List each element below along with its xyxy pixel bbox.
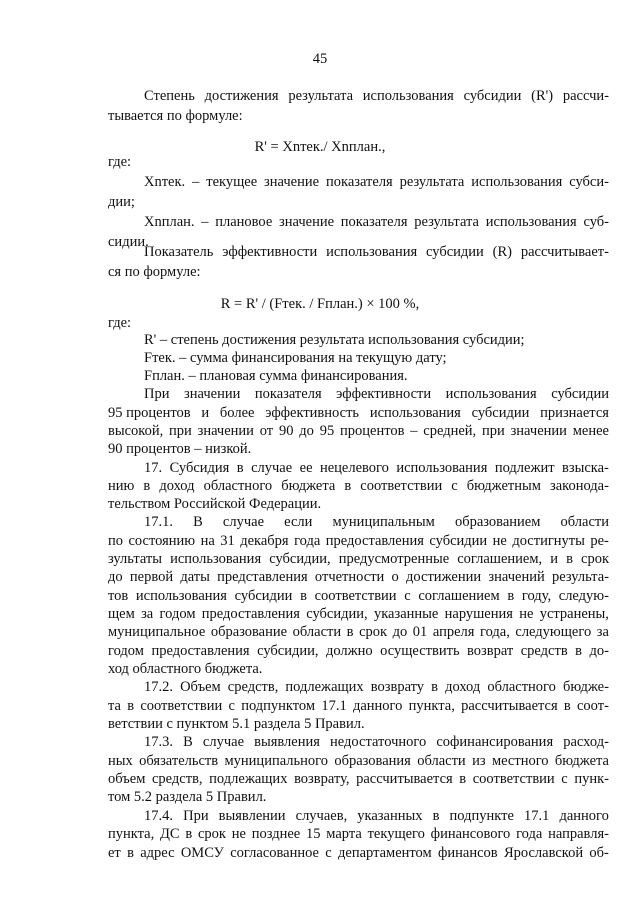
text-line <box>108 531 609 551</box>
word: софинансирования <box>436 734 554 750</box>
word: до- <box>589 643 609 659</box>
word: в <box>127 845 134 861</box>
word: и <box>550 551 558 567</box>
word: достигнуты <box>512 533 585 549</box>
word: тов <box>108 588 129 604</box>
word: субси- <box>569 174 609 190</box>
word: года, <box>479 624 510 640</box>
word: использования <box>369 405 461 421</box>
word: законода- <box>549 478 609 494</box>
word: ОМСУ <box>180 845 224 861</box>
word: за <box>141 606 154 622</box>
word: значение <box>264 174 320 190</box>
word: объем <box>108 771 146 787</box>
word: 15 <box>305 826 321 842</box>
word: результа- <box>551 569 609 585</box>
word: подпунктом <box>241 698 316 714</box>
word: возврату, <box>294 771 350 787</box>
word: значении <box>197 423 254 439</box>
word: (R) <box>492 244 512 260</box>
word: использования <box>471 174 563 190</box>
word: 17.1 <box>524 808 550 824</box>
word: субсидии, <box>257 643 319 659</box>
text-line: дии; <box>108 194 135 210</box>
text-line: ветствии с пунктом 5.1 раздела 5 Правил. <box>108 716 365 732</box>
word: марта <box>326 826 362 842</box>
word: не <box>231 826 246 842</box>
word: в <box>507 588 515 604</box>
word: Xnплан. <box>144 214 195 230</box>
text-line <box>108 843 609 863</box>
word: использования <box>485 214 577 230</box>
word: субсидии, <box>269 551 331 567</box>
word: недостаточного <box>330 734 427 750</box>
word: средств <box>520 643 568 659</box>
word: более <box>219 405 255 421</box>
word: по <box>108 533 124 549</box>
word: эффективности <box>336 386 432 402</box>
word: позднее <box>251 826 301 842</box>
text-line <box>144 86 609 106</box>
text-line: где: <box>108 154 132 170</box>
word: в <box>575 643 583 659</box>
word: средств, <box>227 679 279 695</box>
word: данного <box>559 808 609 824</box>
word: не <box>519 606 534 622</box>
word: процентов <box>339 423 405 439</box>
word: области <box>560 514 609 530</box>
word: департаментом <box>338 845 432 861</box>
text-line <box>108 696 609 716</box>
text-line <box>144 172 609 192</box>
text-line <box>144 242 609 262</box>
text-line: 90 процентов – низкой. <box>108 441 252 457</box>
word: значение <box>279 214 335 230</box>
word: области <box>292 624 342 640</box>
word: средств, <box>152 771 203 787</box>
word: результата <box>414 214 479 230</box>
word: образование <box>210 624 288 640</box>
word: если <box>284 514 313 530</box>
word: соответствии <box>360 478 443 494</box>
word: с <box>325 845 332 861</box>
text-line <box>108 549 609 569</box>
word: показателя <box>340 214 408 230</box>
word: года <box>516 826 543 842</box>
word: соглашением <box>418 588 500 604</box>
text-line <box>144 677 609 697</box>
word: с <box>561 771 568 787</box>
word: нарушения <box>444 606 513 622</box>
word: (R') <box>531 88 554 104</box>
word: использования <box>362 88 454 104</box>
word: даты <box>180 569 210 585</box>
word: подлежащих <box>209 771 288 787</box>
word: доход <box>445 679 481 695</box>
word: о <box>391 569 399 585</box>
text-line: Fтек. – сумма финансирования на текущую дату; <box>144 350 447 366</box>
word: предусмотренные <box>338 551 450 567</box>
word: областного <box>203 478 273 494</box>
word: – <box>410 423 418 439</box>
word: Xnтек. <box>144 174 186 190</box>
word: ре- <box>590 533 609 549</box>
word: в <box>431 679 438 695</box>
text-line: сидии. <box>108 234 149 250</box>
word: при <box>169 423 192 439</box>
word: соот- <box>576 698 609 714</box>
text-line <box>144 806 609 826</box>
word: предоставления <box>151 643 250 659</box>
word: зультаты <box>108 551 162 567</box>
text-line <box>144 512 609 532</box>
word: Показатель <box>144 244 214 260</box>
word: соответствии <box>472 771 555 787</box>
word: устранены, <box>539 606 609 622</box>
word: не <box>492 533 507 549</box>
word: области <box>417 753 466 769</box>
word: муниципальным <box>332 514 435 530</box>
word: срок <box>197 826 226 842</box>
word: значений <box>488 569 545 585</box>
word: результата <box>399 174 465 190</box>
word: бюджета <box>281 478 336 494</box>
word: возврату <box>370 679 425 695</box>
text-line <box>108 586 609 606</box>
word: При <box>183 808 209 824</box>
word: в <box>185 826 193 842</box>
word: данного <box>352 698 403 714</box>
word: об- <box>589 845 609 861</box>
word: ных <box>108 753 133 769</box>
word: первой <box>129 569 174 585</box>
word: и <box>201 405 210 421</box>
word: в <box>143 478 151 494</box>
word: показателя <box>325 174 393 190</box>
formula-r: R = R' / (Fтек. / Fплан.) × 100 %, <box>220 296 420 312</box>
word: рассчитывает- <box>520 244 609 260</box>
word: Ярославской <box>503 845 584 861</box>
word: случае <box>222 514 265 530</box>
word: срок <box>359 624 388 640</box>
word: случае <box>202 734 245 750</box>
word: рассчи- <box>562 88 609 104</box>
word: из <box>472 753 486 769</box>
word: согласованное <box>230 845 319 861</box>
word: образованием <box>454 514 541 530</box>
word: результата <box>288 88 354 104</box>
word: рассчитывается <box>461 698 558 714</box>
word: предоставления <box>325 533 424 549</box>
text-line <box>144 458 609 478</box>
word: ет <box>108 845 121 861</box>
text-line: том 5.2 раздела 5 Правил. <box>108 789 267 805</box>
word: выявлении <box>218 808 286 824</box>
text-line <box>144 384 609 404</box>
word: местного <box>491 753 549 769</box>
word: ее <box>299 460 313 476</box>
word: использования <box>396 460 488 476</box>
word: в <box>566 551 573 567</box>
word: бюджета <box>554 753 609 769</box>
word: годом <box>108 643 144 659</box>
word: пунк- <box>574 771 609 787</box>
word: показателя <box>254 386 322 402</box>
word: текущего <box>367 826 425 842</box>
word: Субсидия <box>169 460 230 476</box>
word: следующего <box>515 624 592 640</box>
word: субсидии <box>429 533 488 549</box>
word: бюдже- <box>562 679 609 695</box>
word: отчетности <box>314 569 385 585</box>
word: в <box>236 460 244 476</box>
word: значении <box>510 423 567 439</box>
page-number: 45 <box>312 51 328 67</box>
word: 17.4. <box>144 808 173 824</box>
word: в <box>127 698 135 714</box>
word: финансов <box>438 845 498 861</box>
word: в <box>432 808 440 824</box>
word: соответствии <box>140 698 223 714</box>
word: субсидии <box>551 386 609 402</box>
text-line <box>144 732 609 752</box>
word: плановое <box>215 214 273 230</box>
word: использования <box>326 244 418 260</box>
word: областного <box>487 679 556 695</box>
word: значении <box>184 386 241 402</box>
word: годом <box>159 606 196 622</box>
word: использования <box>445 386 537 402</box>
word: указанные <box>373 606 439 622</box>
word: 17.3. <box>144 734 173 750</box>
text-line <box>108 567 609 587</box>
word: В <box>183 734 193 750</box>
word: осуществить <box>380 643 460 659</box>
word: указанных <box>357 808 423 824</box>
word: доход <box>159 478 195 494</box>
word: в <box>300 588 307 604</box>
word: использования <box>135 588 227 604</box>
word: в <box>563 698 571 714</box>
text-line <box>108 824 609 844</box>
word: щем <box>108 606 135 622</box>
text-line <box>108 421 609 441</box>
word: предоставления <box>201 606 300 622</box>
word: пункта, <box>408 698 455 714</box>
word: – <box>192 174 200 190</box>
word: выявления <box>254 734 320 750</box>
text-line <box>108 751 609 771</box>
word: с <box>404 588 411 604</box>
formula-r-prime: R' = Xnтек./ Xnплан., <box>254 139 386 155</box>
word: с <box>228 698 235 714</box>
word: за <box>596 624 609 640</box>
word: та <box>108 698 121 714</box>
word: 95 <box>319 423 335 439</box>
word: бюджетным <box>466 478 541 494</box>
word: При <box>144 386 170 402</box>
word: 95 процентов <box>108 405 191 421</box>
word: Степень <box>144 88 195 104</box>
word: Объем <box>180 679 221 695</box>
word: эффективности <box>222 244 318 260</box>
word: субсидии <box>426 244 484 260</box>
word: обязательств <box>139 753 219 769</box>
word: 17.1 <box>321 698 347 714</box>
text-line <box>108 403 609 423</box>
word: финансового <box>430 826 511 842</box>
word: нию <box>108 478 135 494</box>
word: 17. <box>144 460 163 476</box>
word: взыска- <box>562 460 609 476</box>
word: адрес <box>140 845 175 861</box>
word: расход- <box>563 734 609 750</box>
word: субсидии <box>234 588 293 604</box>
word: в <box>346 624 354 640</box>
word: – <box>201 214 209 230</box>
word: использования <box>170 551 262 567</box>
word: направля- <box>548 826 609 842</box>
word: 01 <box>412 624 428 640</box>
text-line <box>108 641 609 661</box>
text-line <box>108 476 609 496</box>
word: с <box>451 478 458 494</box>
word: соглашением, <box>457 551 543 567</box>
text-line: Fплан. – плановая сумма финансирования. <box>144 368 408 384</box>
text-line: ся по формуле: <box>108 264 201 280</box>
text-line: тывается по формуле: <box>108 108 243 124</box>
word: достижения <box>204 88 279 104</box>
word: возврат <box>467 643 514 659</box>
word: случаев, <box>295 808 348 824</box>
word: году, <box>521 588 552 604</box>
word: муниципальное <box>108 624 206 640</box>
word: В <box>193 514 203 530</box>
word: подлежит <box>494 460 555 476</box>
word: следую- <box>558 588 609 604</box>
word: года <box>294 533 321 549</box>
word: состоянию <box>128 533 196 549</box>
word: должно <box>325 643 373 659</box>
word: ДС <box>159 826 180 842</box>
word: апреля <box>432 624 475 640</box>
word: средней, <box>423 423 477 439</box>
text-line <box>144 212 609 232</box>
word: до <box>108 569 123 585</box>
word: текущее <box>206 174 258 190</box>
word: суб- <box>583 214 609 230</box>
text-line <box>108 604 609 624</box>
word: на <box>200 533 215 549</box>
word: от <box>259 423 274 439</box>
word: при <box>481 423 505 439</box>
word: 17.1. <box>144 514 173 530</box>
word: субсидии <box>471 405 530 421</box>
word: в <box>344 478 352 494</box>
word: 31 <box>220 533 235 549</box>
word: эффективность <box>265 405 360 421</box>
text-line: где: <box>108 315 132 331</box>
text-line <box>108 622 609 642</box>
word: до <box>299 423 314 439</box>
word: пункта, <box>108 826 155 842</box>
word: в <box>459 771 467 787</box>
text-line: R' – степень достижения результата использования субсидии; <box>144 332 525 348</box>
word: высокой, <box>108 423 164 439</box>
word: муниципального <box>224 753 328 769</box>
word: образования <box>334 753 411 769</box>
word: достижении <box>406 569 482 585</box>
word: рассчитывается <box>356 771 453 787</box>
word: субсидии <box>463 88 522 104</box>
word: признается <box>540 405 609 421</box>
text-line: тельством Российской Федерации. <box>108 496 322 512</box>
word: срок <box>581 551 609 567</box>
word: соответствии <box>314 588 397 604</box>
text-line <box>108 769 609 789</box>
text-line: ход областного бюджета. <box>108 661 263 677</box>
word: нецелевого <box>319 460 389 476</box>
word: подпункте <box>449 808 514 824</box>
word: подлежащих <box>285 679 364 695</box>
word: субсидии, <box>306 606 368 622</box>
word: декабря <box>240 533 289 549</box>
word: представления <box>217 569 308 585</box>
word: 90 <box>278 423 294 439</box>
word: 17.2. <box>144 679 173 695</box>
word: менее <box>572 423 609 439</box>
word: до <box>392 624 408 640</box>
word: случае <box>251 460 293 476</box>
